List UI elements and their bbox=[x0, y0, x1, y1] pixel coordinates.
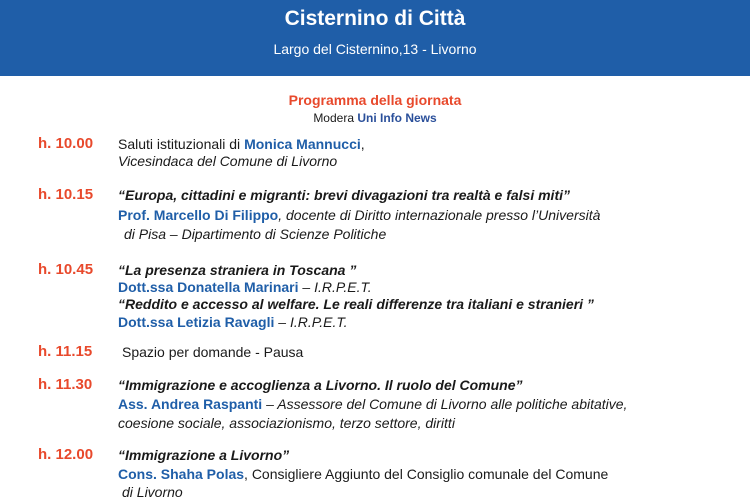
agenda-text: , bbox=[360, 136, 365, 152]
speaker-name: Dott.ssa Letizia Ravagli bbox=[118, 314, 275, 330]
time-1130: h. 11.30 bbox=[38, 376, 93, 393]
speaker-role: coesione sociale, associazionismo, terzo settore, diritti bbox=[118, 415, 455, 431]
speaker-role: , Consigliere Aggiunto del Consiglio comunale del Comune bbox=[244, 466, 609, 482]
agenda-line bbox=[118, 207, 600, 223]
moderator-prefix: Modera bbox=[313, 111, 354, 125]
speaker-name: Ass. Andrea Raspanti bbox=[118, 396, 263, 412]
time-1200: h. 12.00 bbox=[38, 446, 94, 463]
speaker-role: Vicesindaca del Comune di Livorno bbox=[118, 153, 338, 169]
talk-title: “La presenza straniera in Toscana ” bbox=[118, 262, 357, 278]
speaker-role: , docente di Diritto internazionale presso l’Università bbox=[278, 207, 601, 223]
talk-title: “Reddito e accesso al welfare. Le reali differenze tra italiani e stranieri ” bbox=[118, 296, 594, 312]
moderator-line bbox=[0, 111, 750, 125]
time-1115: h. 11.15 bbox=[38, 343, 93, 360]
talk-title: “Europa, cittadini e migranti: brevi divagazioni tra realtà e falsi miti” bbox=[118, 187, 570, 203]
agenda-line bbox=[118, 396, 627, 412]
speaker-name: Prof. Marcello Di Filippo bbox=[118, 207, 279, 223]
agenda-text: Saluti istituzionali di bbox=[118, 136, 245, 152]
agenda-line bbox=[118, 136, 365, 152]
talk-title: “Immigrazione e accoglienza a Livorno. Il ruolo del Comune” bbox=[118, 377, 523, 393]
speaker-role: – I.R.P.E.T. bbox=[274, 314, 348, 330]
speaker-name: Cons. Shaha Polas bbox=[118, 466, 245, 482]
agenda-line bbox=[118, 279, 372, 295]
speaker-role: di Pisa – Dipartimento di Scienze Politiche bbox=[124, 226, 387, 242]
event-header bbox=[0, 0, 750, 76]
speaker-name: Monica Mannucci bbox=[244, 136, 361, 152]
agenda-line bbox=[118, 314, 348, 330]
speaker-role: di Livorno bbox=[122, 484, 183, 500]
moderator-name: Uni Info News bbox=[357, 111, 437, 125]
agenda-text: Spazio per domande - Pausa bbox=[122, 344, 304, 360]
speaker-name: Dott.ssa Donatella Marinari bbox=[118, 279, 299, 295]
programme-title: Programma della giornata bbox=[288, 92, 462, 108]
venue-address: Largo del Cisternino,13 - Livorno bbox=[273, 41, 477, 57]
speaker-role: – Assessore del Comune di Livorno alle politiche abitative, bbox=[262, 396, 628, 412]
venue-title: Cisternino di Città bbox=[284, 7, 466, 30]
speaker-role: – I.R.P.E.T. bbox=[298, 279, 372, 295]
time-1045: h. 10.45 bbox=[38, 261, 94, 278]
talk-title: “Immigrazione a Livorno” bbox=[118, 447, 290, 463]
agenda-line bbox=[118, 466, 608, 482]
time-1015: h. 10.15 bbox=[38, 186, 94, 203]
time-1000: h. 10.00 bbox=[38, 135, 94, 152]
